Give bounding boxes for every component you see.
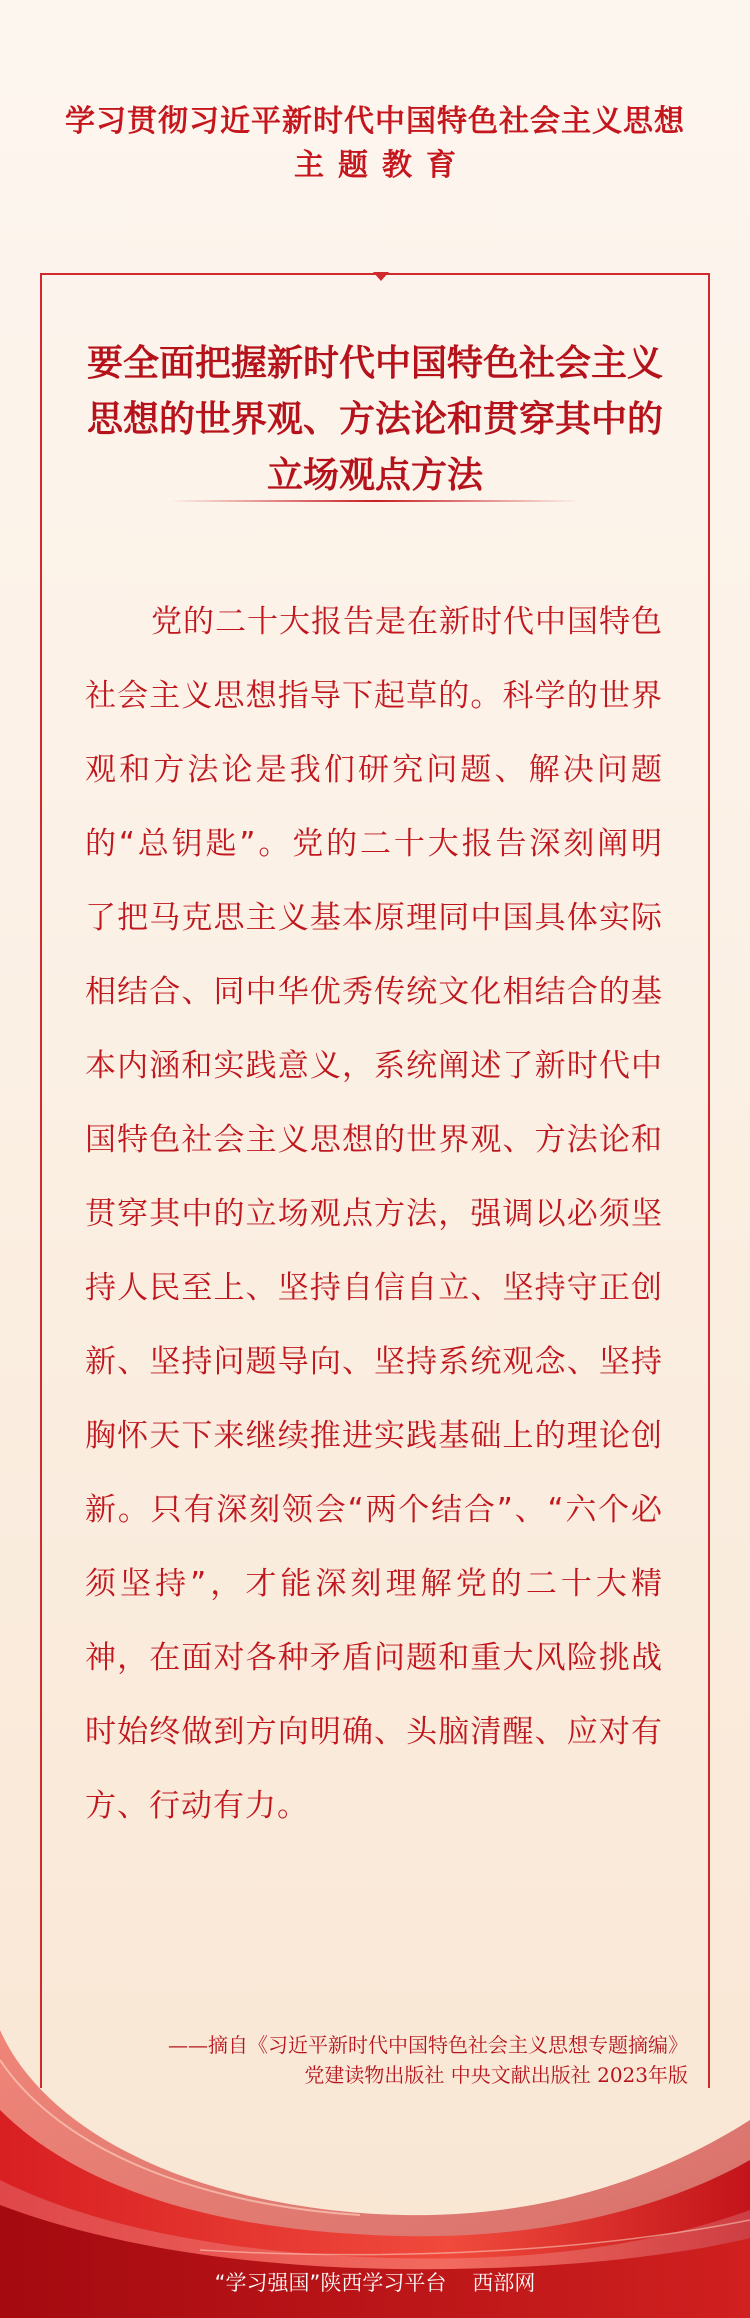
source-line-1: ——摘自《习近平新时代中国特色社会主义思想专题摘编》 <box>168 2033 688 2057</box>
title-divider <box>170 500 580 502</box>
header-line-2: 主题教育 <box>294 148 470 183</box>
source-line-2: 党建读物出版社 中央文献出版社 2023年版 <box>304 2063 688 2087</box>
page-header <box>0 100 750 188</box>
title-line-2: 思想的世界观、方法论和贯穿其中的 <box>86 399 663 440</box>
frame-notch-decoration <box>373 272 389 281</box>
title-line-1: 要全面把握新时代中国特色社会主义 <box>86 343 663 384</box>
footer-platform: “学习强国”陕西学习平台 <box>214 2271 447 2295</box>
title-line-3: 立场观点方法 <box>266 455 483 496</box>
article-title <box>50 336 700 504</box>
body-paragraph: 党的二十大报告是在新时代中国特色社会主义思想指导下起草的。科学的世界观和方法论是我们研究问题、解决问题的“总钥匙”。党的二十大报告深刻阐明了把马克思主义基本原理同中国具体实际相结合、同中华优秀传统文化相结合的基本内涵和实践意义，系统阐述了新时代中国特色社会主义思想的世界观、方法论和贯穿其中的立场观点方法，强调以必须坚持人民至上、坚持自信自立、坚持守正创新、坚持问题导向、坚持系统观念、坚持胸怀天下来继续推进实践基础上的理论创新。只有深刻领会“两个结合”、“六个必须坚持”，才能深刻理解党的二十大精神，在面对各种矛盾问题和重大风险挑战时始终做到方向明确、头脑清醒、应对有方、行动有力。 <box>85 604 663 1824</box>
header-line-1: 学习贯彻习近平新时代中国特色社会主义思想 <box>65 104 685 139</box>
page-footer <box>0 2268 750 2298</box>
footer-outlet: 西部网 <box>472 2271 536 2295</box>
